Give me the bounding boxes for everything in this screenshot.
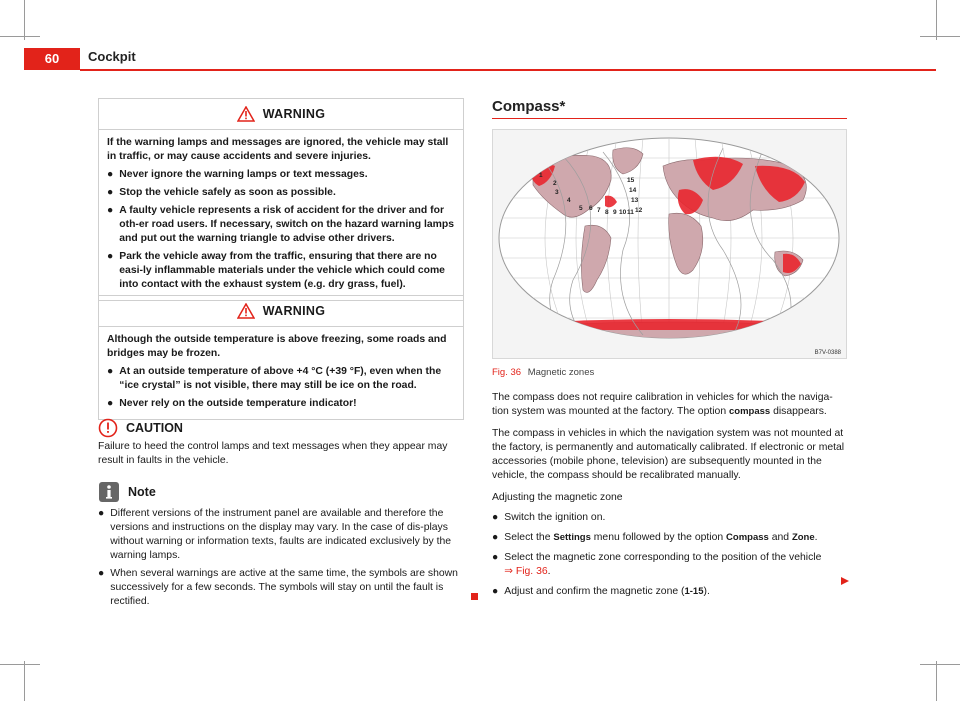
zone-number: 7 (597, 207, 601, 214)
warning-label: WARNING (262, 304, 326, 318)
continue-arrow-icon (840, 576, 850, 586)
zone-number: 5 (579, 205, 583, 212)
zone-number: 10 (619, 209, 627, 216)
zone-number: 3 (555, 189, 559, 196)
section-title: Cockpit (88, 49, 136, 64)
zone-number: 14 (629, 187, 637, 194)
list-item: ● When several warnings are active at the same time, the symbols are shown successively for a few seconds. The symbols will stay on until the fault is rectified. (98, 568, 458, 607)
warning-header (99, 99, 463, 130)
paragraph: The compass in vehicles in which the navigation system was not mounted at the factory, is permanently and automatically calibrated. If electronic or metal accessories (mobile phone, television) are subsequently mounted in the vehicle, the compass should be recalibrated manually. (492, 428, 845, 481)
caution-text-block (98, 440, 464, 472)
warning-icon (237, 106, 255, 122)
figure-link[interactable]: ⇒ Fig. 36 (504, 566, 548, 577)
warning-intro: If the warning lamps and messages are ignored, the vehicle may stall in traffic, or may cause accidents and severe injuries. (107, 137, 449, 162)
subheading: Adjusting the magnetic zone (492, 492, 623, 503)
list-item: ● Select the magnetic zone corresponding to the position of the vehicle ⇒ Fig. 36. (492, 552, 822, 577)
warning-box-1 (98, 98, 464, 301)
zone-number: 6 (589, 205, 593, 212)
crop-mark (24, 661, 25, 701)
paragraph: The compass does not require calibration in vehicles for which the naviga-tion system was mounted at the factory. The option compass disappears. (492, 392, 833, 417)
figure-caption-number: Fig. 36 (492, 367, 522, 378)
zone-number: 13 (631, 197, 639, 204)
zone-number: 11 (627, 209, 634, 216)
crop-mark (0, 664, 40, 665)
list-item: ● At an outside temperature of above +4 °C (+39 °F), even when the “ice crystal” is not visible, there may still be ice on the road. (107, 366, 442, 391)
list-item: ● Park the vehicle away from the traffic, ensuring that there are no easi-ly inflammable materials under the vehicle which could come into contact with the exhaust system (e.g. dry grass, fuel). (107, 251, 445, 290)
crop-mark (936, 0, 937, 40)
note-label: Note (128, 485, 156, 499)
warning-icon (237, 303, 255, 319)
header-rule (80, 69, 936, 71)
page-number: 60 (24, 48, 80, 70)
caution-header (98, 418, 183, 438)
zone-number: 8 (605, 209, 609, 216)
list-item: ● Adjust and confirm the magnetic zone (1-15). (492, 586, 710, 597)
crop-mark (920, 664, 960, 665)
zone-number: 4 (567, 197, 571, 204)
list-item: ● Never rely on the outside temperature indicator! (107, 398, 357, 409)
compass-title: Compass* (492, 98, 566, 115)
warning-intro: Although the outside temperature is above freezing, some roads and bridges may be frozen. (107, 334, 447, 359)
magnetic-zones-figure (492, 129, 847, 359)
list-item: ● Never ignore the warning lamps or text messages. (107, 169, 368, 180)
caution-label: CAUTION (126, 421, 183, 435)
note-text-block (98, 507, 464, 613)
figure-caption-text: Magnetic zones (527, 367, 595, 378)
list-item: ● A faulty vehicle represents a risk of accident for the driver and for oth-er road users. If necessary, switch on the hazard warning lamps and put out the warning triangle to advise other drivers. (107, 205, 454, 244)
figure-caption (492, 367, 594, 378)
warning-label: WARNING (262, 107, 326, 121)
note-header (98, 481, 156, 503)
zone-number: 15 (627, 177, 635, 184)
list-item: ● Select the Settings menu followed by the option Compass and Zone. (492, 532, 818, 543)
list-item: ● Different versions of the instrument panel are available and therefore the versions and instructions on the display may vary. In the case of dis-plays without warning or information texts, faults are indicated exclusively by the warning lamps. (98, 508, 452, 561)
info-icon (98, 481, 120, 503)
compass-rule (492, 118, 847, 119)
caution-text: Failure to heed the control lamps and text messages when they appear may result in faults in the vehicle. (98, 441, 448, 466)
warning-box-2 (98, 295, 464, 420)
crop-mark (920, 36, 960, 37)
end-marker-icon (471, 593, 478, 600)
figure-code: B7V-0388 (814, 350, 841, 356)
list-item: ● Switch the ignition on. (492, 512, 606, 523)
compass-body (492, 391, 848, 605)
crop-mark (936, 661, 937, 701)
crop-mark (0, 36, 40, 37)
list-item: ● Stop the vehicle safely as soon as possible. (107, 187, 336, 198)
zone-number: 1 (539, 172, 543, 179)
warning-header (99, 296, 463, 327)
caution-icon (98, 418, 118, 438)
zone-number: 9 (613, 209, 617, 216)
zone-number: 12 (635, 207, 643, 214)
crop-mark (24, 0, 25, 40)
zone-number: 2 (553, 180, 557, 187)
world-map-image (493, 130, 846, 358)
